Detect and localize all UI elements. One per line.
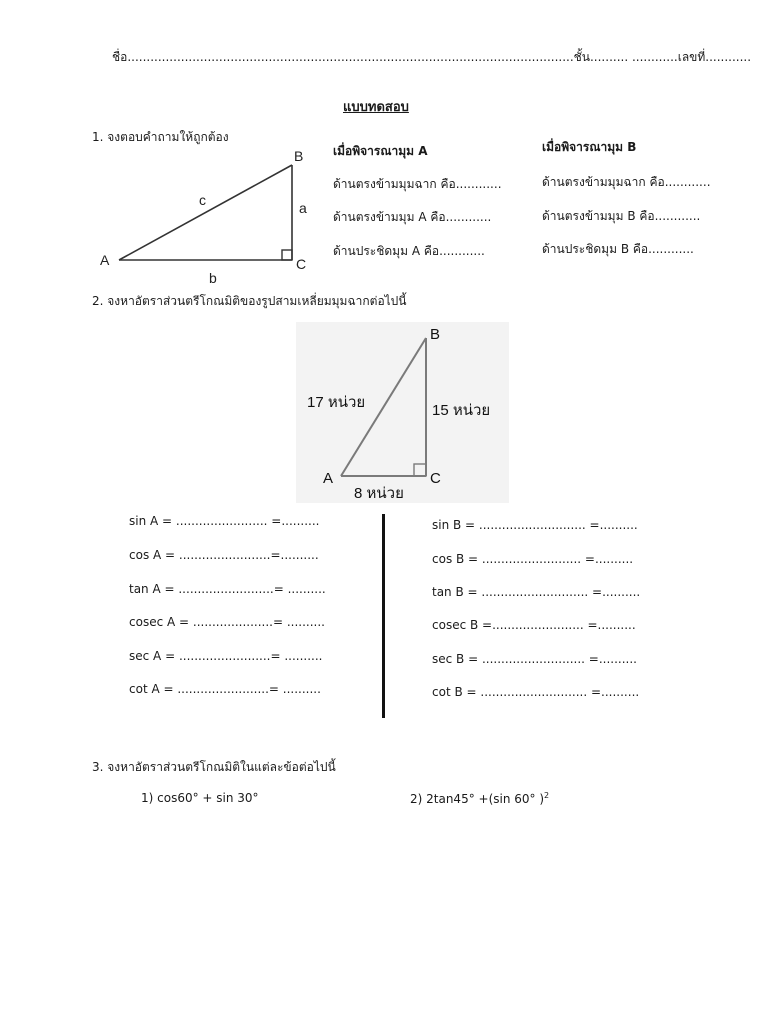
sin-a-row[interactable]: sin A = ........................ =..........	[129, 514, 320, 528]
q3-item-2	[410, 791, 549, 806]
q1-vertex-b-label: B	[294, 148, 304, 164]
sec-a-row[interactable]: sec A = ........................= ..........	[129, 649, 323, 663]
tan-b-row[interactable]: tan B = ............................ =..........	[432, 585, 641, 599]
cot-a-row[interactable]: cot A = ........................= ..........	[129, 682, 321, 696]
base-length-label: 8 หน่วย	[354, 485, 404, 502]
angle-a-heading: เมื่อพิจารณามุม A	[333, 144, 428, 158]
hypotenuse-length-label: 17 หน่วย	[307, 394, 366, 411]
cos-a-row[interactable]: cos A = ........................=..........	[129, 548, 319, 562]
q1-vertex-c-label: C	[296, 256, 307, 272]
angle-b-heading: เมื่อพิจารณามุม B	[542, 140, 637, 154]
cosec-a-row[interactable]: cosec A = .....................= ..........	[129, 615, 325, 629]
tan-a-row[interactable]: tan A = .........................= ..........	[129, 582, 326, 596]
sec-b-row[interactable]: sec B = ........................... =..........	[432, 652, 637, 666]
q2-vertex-a-label: A	[323, 470, 334, 487]
cot-b-row[interactable]: cot B = ............................ =..........	[432, 685, 640, 699]
angle-b-adjacent-line[interactable]: ด้านประชิดมุม B คือ............	[542, 242, 694, 256]
question-1-prompt: 1. จงตอบคำถามให้ถูกต้อง	[92, 130, 229, 144]
side-c-line	[119, 165, 292, 260]
q1-side-c-label: c	[199, 192, 206, 208]
q2-vertex-c-label: C	[430, 470, 441, 487]
q1-side-b-label: b	[209, 270, 217, 286]
right-angle-marker	[282, 250, 292, 260]
cosec-b-row[interactable]: cosec B =........................ =..........	[432, 618, 636, 632]
q3-item-2-exponent: 2	[544, 791, 550, 800]
angle-a-opposite-line[interactable]: ด้านตรงข้ามมุม A คือ............	[333, 210, 492, 224]
vertical-length-label: 15 หน่วย	[432, 402, 491, 419]
q1-right-triangle-figure	[95, 145, 320, 285]
q3-item-2-text: 2) 2tan45° +(sin 60° )	[410, 792, 545, 806]
q3-item-1: 1) cos60° + sin 30°	[141, 791, 259, 805]
cos-b-row[interactable]: cos B = .......................... =..........	[432, 552, 634, 566]
angle-b-opposite-line[interactable]: ด้านตรงข้ามมุม B คือ............	[542, 209, 701, 223]
right-angle-marker	[414, 464, 426, 476]
name-class-number-line[interactable]: ชื่อ.....................................................................................................................ชั้น.......... ............เลขที่............	[112, 50, 752, 64]
angle-b-hypotenuse-line[interactable]: ด้านตรงข้ามมุมฉาก คือ............	[542, 175, 711, 189]
column-divider	[382, 514, 385, 718]
page-title: แบบทดสอบ	[343, 100, 409, 115]
q2-vertex-b-label: B	[430, 326, 441, 343]
question-2-prompt: 2. จงหาอัตราส่วนตรีโกณมิติของรูปสามเหลี่ยมมุมฉากต่อไปนี้	[92, 294, 407, 308]
sin-b-row[interactable]: sin B = ............................ =..........	[432, 518, 638, 532]
q1-side-a-label: a	[299, 200, 307, 216]
question-3-prompt: 3. จงหาอัตราส่วนตรีโกณมิติในแต่ละข้อต่อไปนี้	[92, 760, 336, 774]
angle-a-hypotenuse-line[interactable]: ด้านตรงข้ามมุมฉาก คือ............	[333, 177, 502, 191]
q1-vertex-a-label: A	[100, 252, 110, 268]
angle-a-adjacent-line[interactable]: ด้านประชิดมุม A คือ............	[333, 244, 485, 258]
